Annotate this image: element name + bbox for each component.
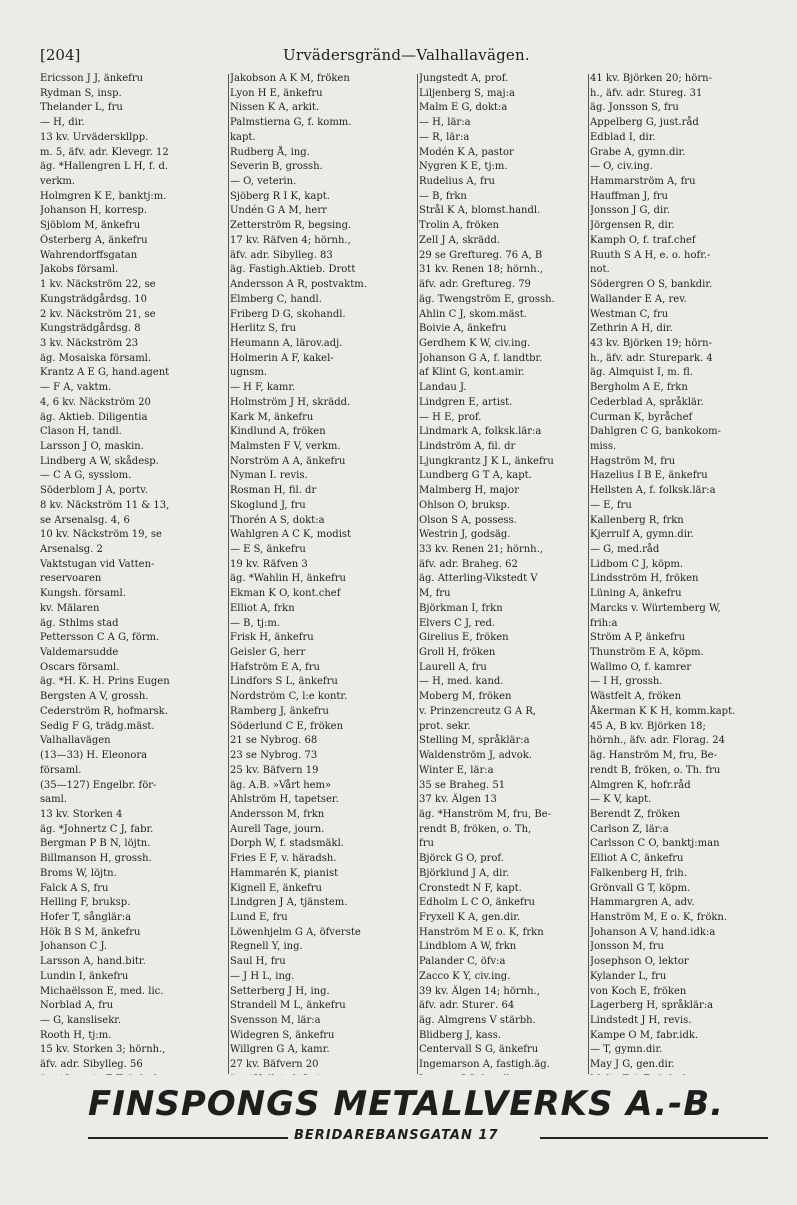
advertisement-title: FINSPONGS METALLVERKS A.-B.: [88, 1084, 725, 1124]
directory-line: Jonsson M, fru: [590, 941, 664, 953]
directory-line: äg. Aktieb. Diligentia: [40, 411, 148, 423]
directory-line: Billmanson H, grossh.: [40, 853, 152, 865]
directory-line: Österberg A, änkefru: [40, 234, 148, 246]
directory-line: h., äfv. adr. Sturepark. 4: [590, 352, 713, 364]
directory-line: Valdemarsudde: [40, 647, 119, 659]
directory-line: 10 kv. Näckström 19, se: [40, 529, 162, 541]
directory-line: [230, 1073, 416, 1075]
directory-line: rendt B, fröken, o. Th. fru: [590, 764, 721, 776]
directory-line: Lindström A, fil. dr: [419, 440, 516, 452]
directory-line: 25 kv. Bäfvern 19: [230, 764, 319, 776]
directory-line: Clason H, tandl.: [40, 426, 122, 438]
directory-line: Zacco K Y, civ.ing.: [419, 970, 511, 982]
directory-line: [40, 1073, 228, 1075]
directory-line: Cederblad A, språklär.: [590, 396, 704, 408]
directory-line: Girelius E, fröken: [419, 632, 509, 644]
directory-line: kv. Mälaren: [40, 602, 100, 614]
directory-line: Johanson A V, hand.idk:a: [590, 926, 716, 938]
directory-line: 8 kv. Näckström 11 & 13,: [40, 499, 170, 511]
directory-column-3: [419, 72, 587, 1075]
directory-line: Holmström J H, skrädd.: [230, 396, 351, 408]
directory-line: Broms W, löjtn.: [40, 867, 117, 879]
directory-line: äg. Hanström M, fru, Be-: [590, 750, 717, 762]
directory-line: Hagström M, fru: [590, 455, 676, 467]
directory-line: Kylander L, fru: [590, 970, 667, 982]
directory-line: Thelander L, fru: [40, 102, 123, 114]
directory-line: — G, med.råd: [590, 544, 660, 555]
directory-line: — F A, vaktm.: [40, 382, 112, 394]
page-title: Urvädersgränd—Valhallavägen.: [283, 46, 530, 64]
directory-line: Johanson H, korresp.: [40, 205, 147, 217]
directory-line: — O, civ.ing.: [590, 161, 653, 173]
directory-line: Ahlström H, tapetser.: [230, 794, 339, 806]
directory-line: 29 se Greftureg. 76 A, B: [419, 249, 543, 261]
directory-line: Berendt Z, fröken: [590, 808, 681, 820]
directory-line: Thunström E A, köpm.: [590, 647, 704, 659]
directory-line: Lüning A, änkefru: [590, 588, 682, 600]
directory-line: 13 kv. Storken 4: [40, 808, 123, 820]
directory-column-1: [40, 72, 228, 1075]
directory-line: Waldenström J, advok.: [419, 750, 532, 762]
directory-line: Ruuth S A H, e. o. hofr.-: [590, 249, 711, 261]
directory-line: Arsenalsg. 2: [40, 544, 103, 555]
column-divider: [588, 74, 589, 1074]
directory-line: — H E, prof.: [419, 411, 482, 423]
directory-line: — J H L, ing.: [230, 970, 295, 982]
directory-line: Westrin J, godsäg.: [419, 529, 511, 541]
directory-line: Modén K A, pastor: [419, 146, 514, 158]
directory-line: Palander C, öfv:a: [419, 956, 506, 968]
directory-line: Kungsträdgårdsg. 10: [40, 293, 147, 305]
directory-line: Nordström C, l:e kontr.: [230, 691, 348, 703]
directory-line: Regnell Y, ing.: [230, 941, 303, 953]
directory-line: Ohlson O, bruksp.: [419, 499, 510, 511]
directory-line: Ramberg J, änkefru: [230, 705, 329, 717]
directory-line: — I H, grossh.: [590, 676, 663, 688]
directory-line: Carlsson C O, banktj:man: [590, 838, 720, 850]
directory-line: äfv. adr. Sibylleg. 83: [230, 249, 333, 261]
directory-line: Lundberg G T A, kapt.: [419, 470, 532, 482]
directory-line: äg. Sthlms stad: [40, 617, 119, 629]
directory-line: verkm.: [40, 176, 76, 188]
directory-line: Rudelius A, fru: [419, 176, 495, 188]
directory-line: Gerdhem K W, civ.ing.: [419, 337, 531, 349]
directory-line: Cronstedt N F, kapt.: [419, 882, 522, 894]
directory-line: hörnh., äfv. adr. Florag. 24: [590, 735, 725, 747]
directory-line: — E, fru: [590, 499, 632, 511]
directory-line: Wästfelt A, fröken: [590, 691, 682, 703]
directory-line: Falck A S, fru: [40, 882, 109, 894]
directory-line: äg. Atterling-Vikstedt V: [419, 573, 538, 585]
directory-line: Hafström E A, fru: [230, 661, 320, 673]
directory-line: Holmerin A F, kakel-: [230, 352, 334, 364]
directory-line: m. 5, äfv. adr. Klevegr. 12: [40, 146, 169, 158]
directory-line: Rudberg Å, ing.: [230, 146, 310, 158]
directory-line: Saul H, fru: [230, 956, 286, 968]
directory-line: — R, lär:a: [419, 131, 470, 143]
directory-line: äg. Mosaiska församl.: [40, 352, 152, 364]
directory-line: Malmsten F V, verkm.: [230, 440, 341, 452]
directory-line: Elmberg C, handl.: [230, 293, 322, 305]
directory-line: Wahlgren A C K, modist: [230, 529, 352, 541]
directory-line: Kallenberg R, frkn: [590, 514, 684, 526]
directory-line: — T, gymn.dir.: [590, 1044, 663, 1056]
directory-line: reservoaren: [40, 573, 102, 585]
directory-line: Lund E, fru: [230, 911, 288, 923]
directory-line: Kungsträdgårdsg. 8: [40, 323, 141, 335]
directory-line: Lundin I, änkefru: [40, 970, 129, 982]
advertisement-rule-left: [88, 1137, 288, 1139]
directory-line: Norström A A, änkefru: [230, 455, 346, 467]
directory-line: kapt.: [230, 131, 256, 143]
directory-line: Lindfors S L, änkefru: [230, 676, 338, 688]
directory-line: Edblad I, dir.: [590, 131, 656, 143]
directory-line: 39 kv. Älgen 14; hörnh.,: [419, 985, 540, 997]
directory-line: 27 kv. Bäfvern 20: [230, 1059, 319, 1071]
directory-line: Friberg D G, skohandl.: [230, 308, 346, 320]
directory-column-4: [590, 72, 768, 1075]
directory-line: 31 kv. Renen 18; hörnh.,: [419, 264, 543, 276]
directory-line: Winter E, lär:a: [419, 764, 494, 776]
directory-line: Nyman I. revis.: [230, 470, 308, 482]
directory-line: h., äfv. adr. Stureg. 31: [590, 87, 703, 99]
directory-line: Zethrin A H, dir.: [590, 323, 673, 335]
directory-line: Groll H, fröken: [419, 647, 496, 659]
directory-line: v. Prinzencreutz G A R,: [419, 705, 537, 717]
directory-line: Centervall S G, änkefru: [419, 1044, 539, 1056]
directory-line: Marcks v. Würtemberg W,: [590, 602, 721, 614]
directory-line: Jakobson A K M, fröken: [230, 73, 350, 84]
directory-line: Thorén A S, dokt:a: [230, 514, 325, 526]
directory-line: von Koch E, fröken: [590, 985, 687, 997]
directory-line: 3 kv. Näckström 23: [40, 337, 139, 349]
directory-line: Åkerman K K H, komm.kapt.: [590, 705, 736, 717]
directory-line: Larsson A, hand.bitr.: [40, 956, 146, 968]
directory-line: 2 kv. Näckström 21, se: [40, 308, 156, 320]
directory-line: Kark M, änkefru: [230, 411, 314, 423]
directory-line: Johanson C J.: [40, 941, 107, 953]
directory-line: äg. A.B. »Vårt hem»: [230, 779, 332, 791]
directory-line: Söderblom J A, portv.: [40, 485, 148, 497]
directory-line: Sedig F G, trädg.mäst.: [40, 720, 155, 732]
directory-line: Strandell M L, änkefru: [230, 1000, 346, 1012]
directory-line: Geisler G, herr: [230, 647, 306, 659]
directory-line: af Klint G, kont.amir.: [419, 367, 525, 379]
directory-line: 15 kv. Storken 3; hörnh.,: [40, 1044, 166, 1056]
directory-line: Svensson M, lär:a: [230, 1015, 321, 1026]
advertisement-address: BERIDAREBANSGATAN 17: [290, 1128, 503, 1143]
directory-line: Laurell A, fru: [419, 661, 487, 673]
directory-line: (13—33) H. Eleonora: [40, 750, 148, 762]
directory-line: äfv. adr. Sibylleg. 56: [40, 1059, 143, 1071]
directory-line: Lyon H E, änkefru: [230, 87, 323, 99]
directory-line: Lindstedt J H, revis.: [590, 1015, 692, 1026]
directory-line: prot. sekr.: [419, 720, 471, 732]
directory-line: Helling F, bruksp.: [40, 897, 131, 909]
directory-line: Johanson G A, f. landtbr.: [419, 352, 543, 364]
directory-line: 19 kv. Räfven 3: [230, 558, 308, 570]
directory-line: — E S, änkefru: [230, 544, 306, 555]
directory-line: Widegren S, änkefru: [230, 1029, 335, 1041]
directory-line: Löwenhjelm G A, öfverste: [230, 926, 361, 938]
directory-line: Landau J.: [419, 382, 467, 394]
directory-line: Elliot A C, änkefru: [590, 853, 684, 865]
directory-line: Ericsson J J, änkefru: [40, 73, 144, 84]
directory-line: äg. *Hallengren L H, f. d.: [40, 161, 169, 173]
directory-line: Kamph O, f. traf.chef: [590, 234, 696, 246]
directory-line: Curman K, byråchef: [590, 411, 693, 423]
directory-line: Lagerberg H, språklär:a: [590, 1000, 714, 1012]
directory-line: — G, kanslisekr.: [40, 1015, 122, 1026]
directory-line: Lindmark A, folksk.lär:a: [419, 426, 542, 438]
directory-line: äg. Jonsson S, fru: [590, 102, 679, 114]
page-number: [204]: [40, 46, 81, 64]
directory-line: — H, lär:a: [419, 117, 471, 129]
directory-line: Andersson A R, postvaktm.: [230, 279, 367, 291]
directory-line: Kjerrulf A, gymn.dir.: [590, 529, 694, 541]
directory-line: — C A G, sysslom.: [40, 470, 132, 482]
directory-line: Lindsström H, fröken: [590, 573, 699, 585]
directory-line: Zell J A, skrädd.: [419, 234, 501, 246]
directory-line: Westman C, fru: [590, 308, 669, 320]
directory-line: Krantz A E G, hand.agent: [40, 367, 170, 379]
directory-line: Vaktstugan vid Vatten-: [40, 558, 155, 570]
directory-line: Ekman K O, kont.chef: [230, 588, 341, 600]
directory-line: äg. Almquist I, m. fl.: [590, 367, 693, 379]
directory-line: — B, frkn: [419, 190, 467, 202]
directory-line: äg. *Wahlin H, änkefru: [230, 573, 346, 585]
directory-line: Ahlin C J, skom.mäst.: [419, 308, 527, 320]
advertisement-rule-right: [540, 1137, 768, 1139]
directory-line: 23 se Nybrog. 73: [230, 750, 318, 762]
directory-line: — O, veterin.: [230, 176, 297, 188]
directory-line: Zetterström R, begsing.: [230, 220, 352, 232]
directory-line: Holmgren K E, banktj:m.: [40, 190, 167, 202]
directory-line: [590, 1073, 768, 1075]
directory-line: Hanström M E o. K, frkn: [419, 926, 544, 938]
directory-line: Lidbom C J, köpm.: [590, 558, 684, 570]
directory-line: Hofer T, sånglär:a: [40, 911, 132, 923]
directory-line: Lindgren J A, tjänstem.: [230, 897, 348, 909]
directory-line: Bergholm A E, frkn: [590, 382, 688, 394]
directory-line: Malm E G, dokt:a: [419, 102, 508, 114]
directory-line: saml.: [40, 794, 67, 806]
directory-line: Oscars församl.: [40, 661, 120, 673]
directory-line: — H, med. kand.: [419, 676, 504, 688]
directory-line: Hauffman J, fru: [590, 190, 668, 202]
column-divider: [417, 74, 418, 1074]
directory-column-2: [230, 72, 416, 1075]
directory-line: 41 kv. Björken 20; hörn-: [590, 73, 712, 84]
directory-line: Kindlund A, fröken: [230, 426, 326, 438]
directory-line: äfv. adr. Sturег. 64: [419, 1000, 515, 1012]
directory-line: Lindblom A W, frkn: [419, 941, 517, 953]
directory-line: Severin B, grossh.: [230, 161, 323, 173]
directory-line: May J G, gen.dir.: [590, 1059, 675, 1071]
directory-line: Bergsten A V, grossh.: [40, 691, 149, 703]
directory-line: Boivie A, änkefru: [419, 323, 507, 335]
directory-line: Dorph W, f. stadsmäkl.: [230, 838, 344, 850]
directory-line: Skoglund J, fru: [230, 499, 306, 511]
directory-line: 37 kv. Älgen 13: [419, 794, 497, 806]
directory-line: Kignell E, änkefru: [230, 882, 322, 894]
directory-line: Rydman S, insp.: [40, 87, 122, 99]
directory-line: Elliot A, frkn: [230, 602, 295, 614]
directory-line: Appelberg G, just.råd: [590, 117, 699, 129]
directory-line: Wallander E A, rev.: [590, 293, 687, 305]
directory-line: Pettersson C A G, förm.: [40, 632, 160, 644]
directory-line: Ström A P, änkefru: [590, 632, 686, 644]
directory-line: äg. Twengström E, grossh.: [419, 293, 555, 305]
directory-line: M, fru: [419, 588, 451, 600]
directory-line: Palmstierna G, f. komm.: [230, 117, 352, 129]
directory-line: Nissen K A, arkit.: [230, 102, 320, 114]
directory-line: ugnsm.: [230, 367, 268, 379]
directory-line: äg. Fastigh.Aktieb. Drott: [230, 264, 356, 276]
directory-line: äg. *H. K. H. Prins Eugen: [40, 676, 170, 688]
directory-line: Aurell Tage, journ.: [230, 823, 325, 835]
directory-line: Willgren G A, kamr.: [230, 1044, 330, 1056]
directory-line: Björck G O, prof.: [419, 853, 504, 865]
directory-line: — H, dir.: [40, 117, 85, 129]
directory-line: Jakobs församl.: [40, 264, 119, 276]
directory-line: Josephson O, lektor: [590, 956, 689, 968]
directory-line: Kampe O M, fabr.idk.: [590, 1029, 699, 1041]
directory-line: 45 A, B kv. Björken 18;: [590, 720, 706, 732]
directory-line: Fryxell K A, gen.dir.: [419, 911, 521, 923]
directory-line: Hanström M, E o. K, frökn.: [590, 911, 728, 923]
directory-line: Carlson Z, lär:a: [590, 823, 669, 835]
directory-line: Malmberg H, major: [419, 485, 519, 497]
directory-line: Stelling M, språklär:a: [419, 735, 530, 747]
directory-line: Edholm L C O, änkefru: [419, 897, 535, 909]
directory-line: Rosman H, fil. dr: [230, 485, 317, 497]
directory-line: Hök B S M, änkefru: [40, 926, 141, 938]
directory-line: [419, 1073, 587, 1075]
directory-line: Larsson J O, maskin.: [40, 440, 144, 452]
directory-line: Ingemarson A, fastigh.äg.: [419, 1059, 550, 1071]
directory-line: Wahrendorffsgatan: [40, 249, 138, 261]
directory-line: 35 se Braheg. 51: [419, 779, 506, 791]
directory-line: äg. *Hanström M, fru, Be-: [419, 808, 551, 820]
directory-line: Trolin A, fröken: [419, 220, 499, 232]
directory-line: Bergman P B N, löjtn.: [40, 838, 151, 850]
directory-line: 17 kv. Räfven 4; hörnh.,: [230, 234, 351, 246]
directory-line: Grönvall G T, köpm.: [590, 882, 691, 894]
directory-line: Andersson M, frkn: [230, 808, 325, 820]
directory-line: Undén G A M, herr: [230, 205, 327, 217]
directory-line: 1 kv. Näckström 22, se: [40, 279, 156, 291]
directory-line: Lindgren E, artist.: [419, 396, 513, 408]
directory-line: rendt B, fröken, o. Th,: [419, 823, 532, 835]
directory-line: Moberg M, fröken: [419, 691, 512, 703]
column-divider: [228, 74, 229, 1074]
directory-line: äfv. adr. Greftureg. 79: [419, 279, 531, 291]
directory-line: Olson S A, possess.: [419, 514, 517, 526]
directory-line: Kungsh. församl.: [40, 588, 126, 600]
directory-line: not.: [590, 264, 610, 276]
directory-line: Wallmo O, f. kamrer: [590, 661, 692, 673]
directory-line: Almgren K, hofr.råd: [590, 779, 691, 791]
directory-line: — B, tj:m.: [230, 617, 281, 629]
directory-line: Strål K A, blomst.handl.: [419, 205, 541, 217]
directory-line: 13 kv. Urväderskllpp.: [40, 131, 149, 143]
directory-line: Hammarén K, pianist: [230, 867, 339, 879]
directory-line: Michaëlsson E, med. lic.: [40, 985, 164, 997]
directory-line: Setterberg J H, ing.: [230, 985, 330, 997]
directory-line: Norblad A, fru: [40, 1000, 114, 1012]
directory-line: Sjöberg R I K, kapt.: [230, 190, 330, 202]
directory-line: Söderlund C E, fröken: [230, 720, 344, 732]
directory-line: Jungstedt A, prof.: [419, 73, 509, 84]
directory-line: Valhallavägen: [40, 735, 111, 747]
directory-line: Hammargren A, adv.: [590, 897, 695, 909]
directory-line: frih:a: [590, 617, 618, 629]
directory-line: Hazelius I B E, änkefru: [590, 470, 708, 482]
directory-line: Lindberg A W, skådesp.: [40, 455, 159, 467]
directory-line: Björklund J A, dir.: [419, 867, 510, 879]
directory-line: Jörgensen R, dir.: [590, 220, 675, 232]
directory-line: Jonsson J G, dir.: [590, 205, 671, 217]
directory-line: äg. Almgrens V stärbh.: [419, 1015, 536, 1026]
directory-line: Falkenberg H, frih.: [590, 867, 687, 879]
directory-line: Sjöblom M, änkefru: [40, 220, 141, 232]
directory-line: Blidberg J, kass.: [419, 1029, 502, 1041]
directory-line: Herlitz S, fru: [230, 323, 297, 335]
directory-line: Nygren K E, tj:m.: [419, 161, 508, 173]
directory-line: 43 kv. Björken 19; hörn-: [590, 337, 712, 349]
directory-line: (35—127) Engelbr. för-: [40, 779, 157, 791]
directory-line: Frisk H, änkefru: [230, 632, 314, 644]
directory-line: Hellsten A, f. folksk.lär:a: [590, 485, 716, 497]
directory-line: Dahlgren C G, bankokom-: [590, 426, 721, 438]
directory-line: Södergren O S, bankdir.: [590, 279, 713, 291]
directory-line: Grabe A, gymn.dir.: [590, 146, 686, 158]
directory-line: 21 se Nybrog. 68: [230, 735, 318, 747]
directory-line: fru: [419, 838, 434, 850]
directory-line: Liljenberg S, maj:a: [419, 87, 515, 99]
directory-line: Rooth H, tj:m.: [40, 1029, 112, 1041]
directory-line: Ljungkrantz J K L, änkefru: [419, 455, 554, 467]
directory-line: 4, 6 kv. Näckström 20: [40, 396, 151, 408]
directory-line: Cederström R, hofmarsk.: [40, 705, 168, 717]
directory-line: — K V, kapt.: [590, 794, 652, 806]
directory-line: äfv. adr. Braheg. 62: [419, 558, 518, 570]
directory-line: Heumann A, lärov.adj.: [230, 337, 343, 349]
directory-line: Elvers C J, red.: [419, 617, 496, 629]
directory-line: miss.: [590, 440, 617, 452]
directory-line: se Arsenalsg. 4, 6: [40, 514, 130, 526]
directory-line: församl.: [40, 764, 82, 776]
directory-line: Hammarström A, fru: [590, 176, 696, 188]
directory-line: 33 kv. Renen 21; hörnh.,: [419, 544, 543, 555]
directory-line: Fries E F, v. häradsh.: [230, 853, 337, 865]
directory-line: — H F, kamr.: [230, 382, 296, 394]
directory-line: Björkman I, frkn: [419, 602, 503, 614]
directory-line: äg. *Johnertz C J, fabr.: [40, 823, 154, 835]
